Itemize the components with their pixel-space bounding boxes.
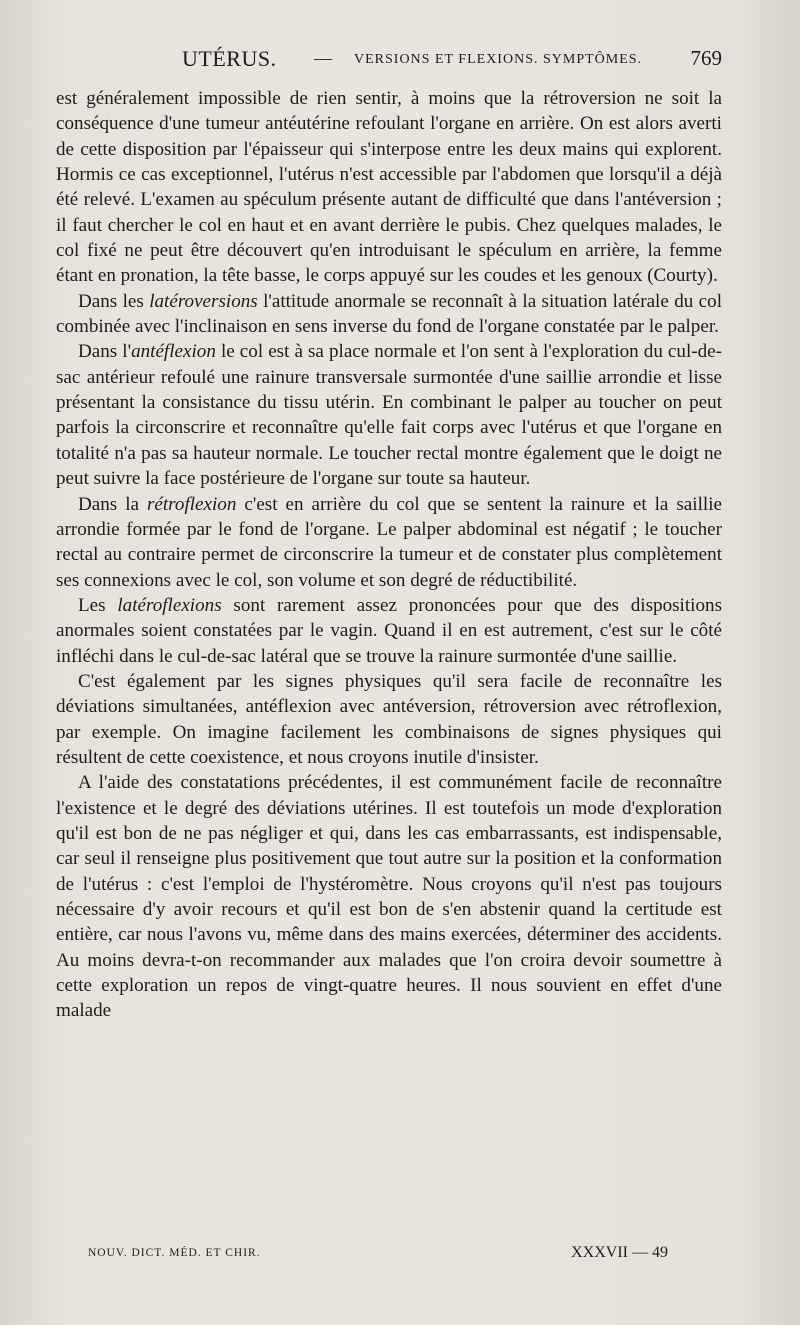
text-run: sont rarement assez prononcées pour que des dispositions anormales soient constatées par le vagin. Quand il en est autrement, c'est sur le côté infléchi dans le cul-de-sac latéral que se trouve la rainure surmontée d'une saillie. [56, 594, 722, 667]
paragraph [56, 289, 722, 340]
text-run: est généralement impossible de rien sentir, à moins que la rétroversion ne soit la conséquence d'une tumeur antéutérine refoulant l'organe en arrière. On est alors averti de cette disposition par l'épaisseur qui s'interpose entre les deux mains qui explorent. Hormis ce cas exceptionnel, l'utérus n'est accessible par l'abdomen que lorsqu'il a déjà été relevé. L'examen au spéculum présente autant de difficulté que dans l'antéversion ; il faut chercher le col en haut et en avant derrière le pubis. Chez quelques malades, le col fixé ne peut être découvert qu'en introduisant le spéculum en arrière, la femme étant en pronation, la tête basse, le corps appuyé sur les coudes et les genoux (Courty). [56, 88, 722, 287]
text-run: l'attitude anormale se reconnaît à la situation latérale du col combinée avec l'inclinaison en sens inverse du fond de l'organe constatée par le palper. [56, 290, 722, 338]
header-subtitle: VERSIONS ET FLEXIONS. SYMPTÔMES. [354, 52, 643, 67]
header-title: UTÉRUS. [182, 46, 277, 71]
text-run: Dans la [78, 493, 147, 515]
running-header [52, 46, 722, 76]
text-run: C'est également par les signes physiques qu'il sera facile de reconnaître les déviations simultanées, antéflexion avec antéversion, rétroversion avec rétroflexion, par exemple. On imagine facilement les combinaisons de signes physiques qui résultent de cette coexistence, et nous croyons inutile d'insister. [56, 670, 722, 768]
italic-term: antéflexion [131, 341, 216, 363]
italic-term: rétroflexion [146, 493, 237, 515]
page-footer [88, 1244, 668, 1266]
header-dash: — [314, 48, 332, 68]
body-text [56, 86, 722, 1024]
text-run: Dans l' [78, 341, 132, 363]
italic-term: latéroflexions [117, 594, 222, 616]
paragraph [56, 770, 722, 1023]
footer-publication: NOUV. DICT. MÉD. ET CHIR. [88, 1247, 261, 1259]
footer-signature: XXXVII — 49 [571, 1244, 668, 1261]
paragraph [56, 669, 722, 770]
paragraph [56, 339, 722, 491]
page-number: 769 [690, 46, 722, 70]
paragraph [56, 593, 722, 669]
text-run: A l'aide des constatations précédentes, il est communément facile de reconnaître l'existence et le degré des déviations utérines. Il est toutefois un mode d'exploration qu'il est bon de ne pas négliger et qui, dans les cas embarrassants, est indispensable, car seul il renseigne plus positivement que tout autre sur la position et la conformation de l'utérus : c'est l'emploi de l'hystéromètre. Nous croyons qu'il n'est pas toujours nécessaire d'y avoir recours et qu'il est bon de s'en abstenir quand la certitude est entière, car nous l'avons vu, même dans des mains exercées, déterminer des accidents. Au moins devra-t-on recommander aux malades que l'on croira devoir soumettre à cette exploration un repos de vingt-quatre heures. Il nous souvient en effet d'une malade [56, 772, 722, 1022]
paragraph [56, 492, 722, 593]
text-run: Les [78, 594, 118, 616]
text-run: c'est en arrière du col que se sentent la rainure et la saillie arrondie formée par le fond de l'organe. Le palper abdominal est négatif ; le toucher rectal au contraire permet de circonscrire la tumeur et de constater plus complètement ses connexions avec le col, son volume et son degré de réductibilité. [56, 493, 722, 591]
text-run: le col est à sa place normale et l'on sent à l'exploration du cul-de-sac antérieur refoulé une rainure transversale surmontée d'une saillie arrondie et lisse présentant la consistance du tissu utérin. En combinant le palper au toucher on peut parfois la circonscrire et reconnaître qu'elle fait corps avec l'utérus et que l'organe en totalité n'a pas sa hauteur normale. Le toucher rectal montre également que le doigt ne peut suivre la face postérieure de l'organe sur toute sa hauteur. [56, 341, 722, 490]
text-run: Dans les [78, 290, 150, 312]
italic-term: latéroversions [149, 290, 258, 312]
paragraph [56, 86, 722, 289]
